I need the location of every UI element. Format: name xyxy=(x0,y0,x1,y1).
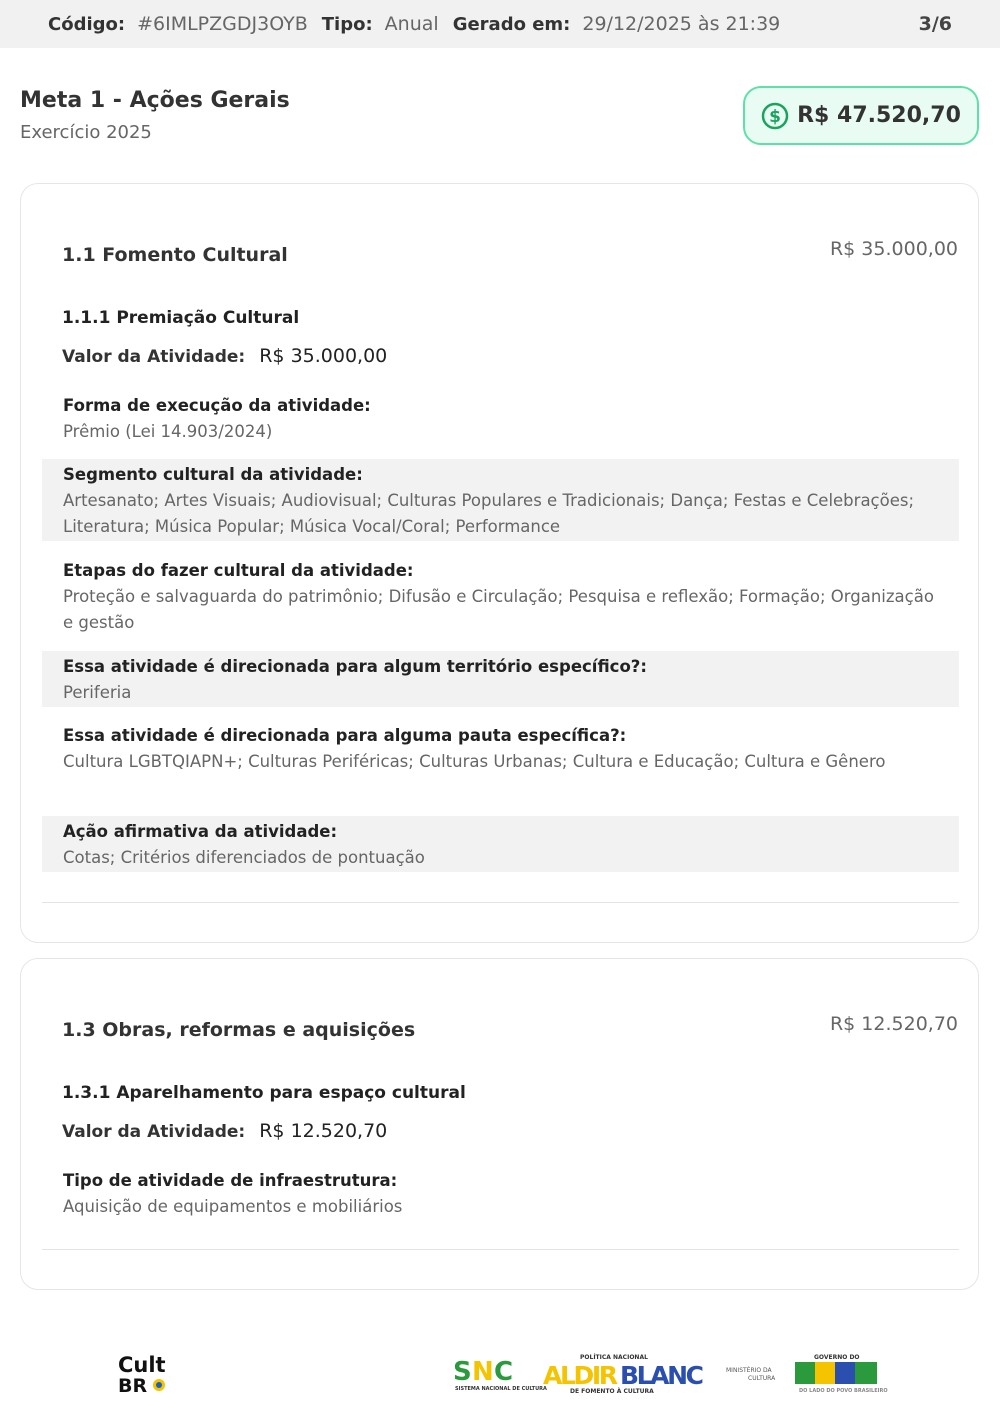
section-amount: R$ 35.000,00 xyxy=(829,238,958,260)
meta-subtitle: Exercício 2025 xyxy=(20,122,152,143)
snc-logo xyxy=(453,1357,547,1392)
divider xyxy=(42,902,959,903)
field-label: Etapas do fazer cultural da atividade: xyxy=(63,561,414,580)
total-badge xyxy=(743,86,979,145)
activity-value-row xyxy=(62,345,387,367)
section-amount: R$ 12.520,70 xyxy=(829,1013,958,1035)
divider xyxy=(42,1249,959,1250)
activity-title: 1.3.1 Aparelhamento para espaço cultural xyxy=(62,1083,466,1103)
field-acao-afirmativa xyxy=(42,816,959,872)
total-value: R$ 47.520,70 xyxy=(797,103,961,128)
svg-text:DE FOMENTO À CULTURA: DE FOMENTO À CULTURA xyxy=(570,1388,654,1395)
svg-text:GOVERNO DO: GOVERNO DO xyxy=(814,1354,860,1361)
field-label: Essa atividade é direcionada para algum território específico?: xyxy=(63,657,647,676)
svg-text:CULTURA: CULTURA xyxy=(748,1375,776,1382)
meta-title: Meta 1 - Ações Gerais xyxy=(20,88,290,113)
codigo-value: #6IMLPZGDJ3OYB xyxy=(137,13,308,35)
field-tipo-infraestrutura xyxy=(42,1165,959,1223)
field-label: Essa atividade é direcionada para alguma pauta específica?: xyxy=(63,726,627,745)
activity-title: 1.1.1 Premiação Cultural xyxy=(62,308,300,328)
value-label: Valor da Atividade: xyxy=(62,347,246,367)
activity-value-row xyxy=(62,1120,387,1142)
svg-text:Cult: Cult xyxy=(118,1353,166,1377)
value: R$ 35.000,00 xyxy=(259,345,388,367)
page-number: 3/6 xyxy=(918,13,952,35)
field-forma-execucao xyxy=(42,390,959,448)
svg-text:SISTEMA NACIONAL DE CULTURA: SISTEMA NACIONAL DE CULTURA xyxy=(455,1386,547,1392)
svg-text:S: S xyxy=(453,1357,472,1387)
svg-text:POLÍTICA NACIONAL: POLÍTICA NACIONAL xyxy=(580,1354,648,1361)
field-value: Artesanato; Artes Visuais; Audiovisual; Culturas Populares e Tradicionais; Dança; Festas e Celebrações; Literatura; Música Popular; Música Vocal/Coral; Performance xyxy=(63,491,915,536)
tipo-value: Anual xyxy=(384,13,439,35)
field-value: Cotas; Critérios diferenciados de pontuação xyxy=(63,848,425,867)
svg-text:DO LADO DO POVO BRASILEIRO: DO LADO DO POVO BRASILEIRO xyxy=(799,1388,888,1394)
svg-text:ALDIR: ALDIR xyxy=(543,1361,618,1390)
svg-text:N: N xyxy=(472,1357,494,1387)
ministerio-cultura-logo xyxy=(726,1366,776,1382)
section-card-fomento xyxy=(20,183,979,943)
cultbr-logo xyxy=(118,1353,166,1397)
field-value: Cultura LGBTQIAPN+; Culturas Periféricas; Culturas Urbanas; Cultura e Educação; Cultura e Gênero xyxy=(63,752,886,771)
field-label: Tipo de atividade de infraestrutura: xyxy=(63,1171,398,1190)
section-title: 1.1 Fomento Cultural xyxy=(62,244,288,266)
field-value: Prêmio (Lei 14.903/2024) xyxy=(63,422,273,441)
field-label: Segmento cultural da atividade: xyxy=(63,465,363,484)
footer-logos xyxy=(0,1348,1000,1398)
field-etapas xyxy=(42,555,959,639)
section-card-obras xyxy=(20,958,979,1290)
field-territorio xyxy=(42,651,959,707)
field-value: Aquisição de equipamentos e mobiliários xyxy=(63,1197,403,1216)
svg-text:C: C xyxy=(494,1357,514,1387)
value: R$ 12.520,70 xyxy=(259,1120,388,1142)
field-label: Forma de execução da atividade: xyxy=(63,396,371,415)
field-value: Proteção e salvaguarda do patrimônio; Difusão e Circulação; Pesquisa e reflexão; Formação; Organização e gestão xyxy=(63,587,934,632)
svg-text:MINISTÉRIO DA: MINISTÉRIO DA xyxy=(726,1367,772,1374)
codigo-label: Código: xyxy=(48,13,126,35)
tipo-label: Tipo: xyxy=(321,13,373,35)
document-header xyxy=(0,0,1000,48)
dollar-circle-icon xyxy=(761,102,789,130)
field-segmento xyxy=(42,459,959,541)
value-label: Valor da Atividade: xyxy=(62,1122,246,1142)
svg-text:$: $ xyxy=(769,106,782,127)
gerado-label: Gerado em: xyxy=(452,13,571,35)
field-pauta xyxy=(42,720,959,778)
field-label: Ação afirmativa da atividade: xyxy=(63,822,338,841)
svg-text:BLANC: BLANC xyxy=(620,1361,704,1390)
section-title: 1.3 Obras, reformas e aquisições xyxy=(62,1019,416,1041)
svg-text:BR: BR xyxy=(118,1375,148,1397)
governo-brasil-logo xyxy=(795,1354,888,1394)
aldir-blanc-logo xyxy=(543,1353,704,1395)
field-value: Periferia xyxy=(63,683,132,702)
gerado-value: 29/12/2025 às 21:39 xyxy=(582,13,781,35)
